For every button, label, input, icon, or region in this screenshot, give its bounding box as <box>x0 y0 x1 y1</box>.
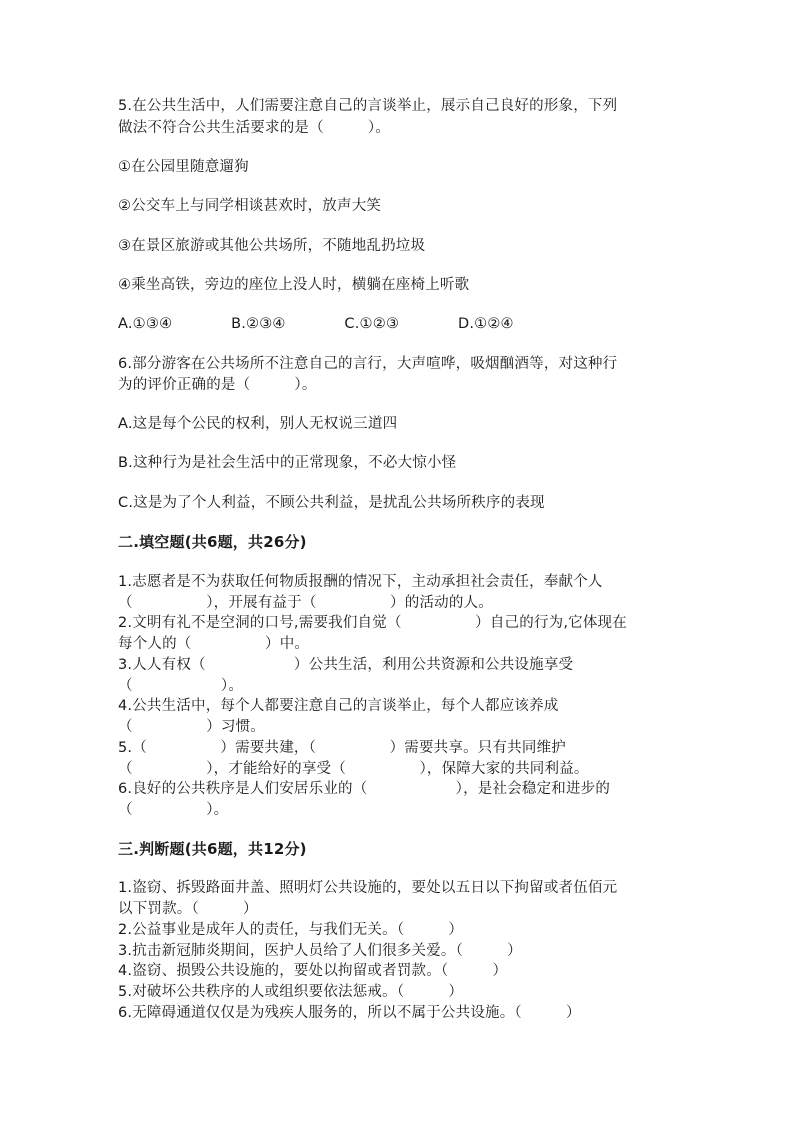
section3-line: 3.抗击新冠肺炎期间，医护人员给了人们很多关爱。（ ） <box>118 943 522 959</box>
section2-line: 5.（ ）需要共建，（ ）需要共享。只有共同维护 <box>118 740 566 756</box>
q5-stem-line1: 5.在公共生活中，人们需要注意自己的言谈举止，展示自己良好的形象，下列 <box>118 98 618 114</box>
section2-line: （ ）。 <box>118 678 244 694</box>
section3-line: 5.对破坏公共秩序的人或组织要依法惩戒。（ ） <box>118 984 464 1000</box>
q5-item-4: ④乘坐高铁，旁边的座位上没人时，横躺在座椅上听歌 <box>118 277 470 293</box>
section2-line: 2.文明有礼不是空洞的口号,需要我们自觉（ ）自己的行为,它体现在 <box>118 615 627 631</box>
q6-stem-line2: 为的评价正确的是（ ）。 <box>118 377 317 393</box>
section2-line: （ ）。 <box>118 802 229 818</box>
q5-stem-line2: 做法不符合公共生活要求的是（ ）。 <box>118 120 391 136</box>
section3-line: 6.无障碍通道仅仅是为残疾人服务的，所以不属于公共设施。（ ） <box>118 1005 581 1021</box>
q6-option-b: B.这种行为是社会生活中的正常现象，不必大惊小怪 <box>118 455 457 471</box>
q6-option-a: A.这是每个公民的权利，别人无权说三道四 <box>118 416 398 432</box>
q5-options: A.①③④ B.②③④ C.①②③ D.①②④ <box>118 316 514 332</box>
section2-line: （ ），才能给好的享受（ ），保障大家的共同利益。 <box>118 761 589 777</box>
section2-line: 6.良好的公共秩序是人们安居乐业的（ ），是社会稳定和进步的 <box>118 781 611 797</box>
section3-line: 1.盗窃、拆毁路面井盖、照明灯公共设施的，要处以五日以下拘留或者伍佰元 <box>118 880 618 896</box>
q6-option-c: C.这是为了个人利益，不顾公共利益，是扰乱公共场所秩序的表现 <box>118 495 545 511</box>
q5-item-3: ③在景区旅游或其他公共场所，不随地乱扔垃圾 <box>118 238 426 254</box>
q5-item-2: ②公交车上与同学相谈甚欢时，放声大笑 <box>118 198 382 214</box>
section2-line: 3.人人有权（ ）公共生活，利用公共资源和公共设施享受 <box>118 657 574 673</box>
section3-line: 2.公益事业是成年人的责任，与我们无关。（ ） <box>118 922 464 938</box>
section2-line: 4.公共生活中，每个人都要注意自己的言谈举止，每个人都应该养成 <box>118 698 559 714</box>
section2-line: （ ），开展有益于（ ）的活动的人。 <box>118 595 493 611</box>
section2-line: 1.志愿者是不为获取任何物质报酬的情况下，主动承担社会责任，奉献个人 <box>118 574 603 590</box>
section2-line: （ ）习惯。 <box>118 719 265 735</box>
section2-heading: 二.填空题(共6题，共26分) <box>118 533 307 551</box>
section3-line: 以下罚款。（ ） <box>118 901 258 917</box>
section3-heading: 三.判断题(共6题，共12分) <box>118 840 307 858</box>
section2-line: 每个人的（ ）中。 <box>118 636 310 652</box>
section3-line: 4.盗窃、损毁公共设施的，要处以拘留或者罚款。（ ） <box>118 963 508 979</box>
q6-stem-line1: 6.部分游客在公共场所不注意自己的言行，大声喧哗，吸烟酗酒等，对这种行 <box>118 356 618 372</box>
q5-item-1: ①在公园里随意遛狗 <box>118 159 249 175</box>
